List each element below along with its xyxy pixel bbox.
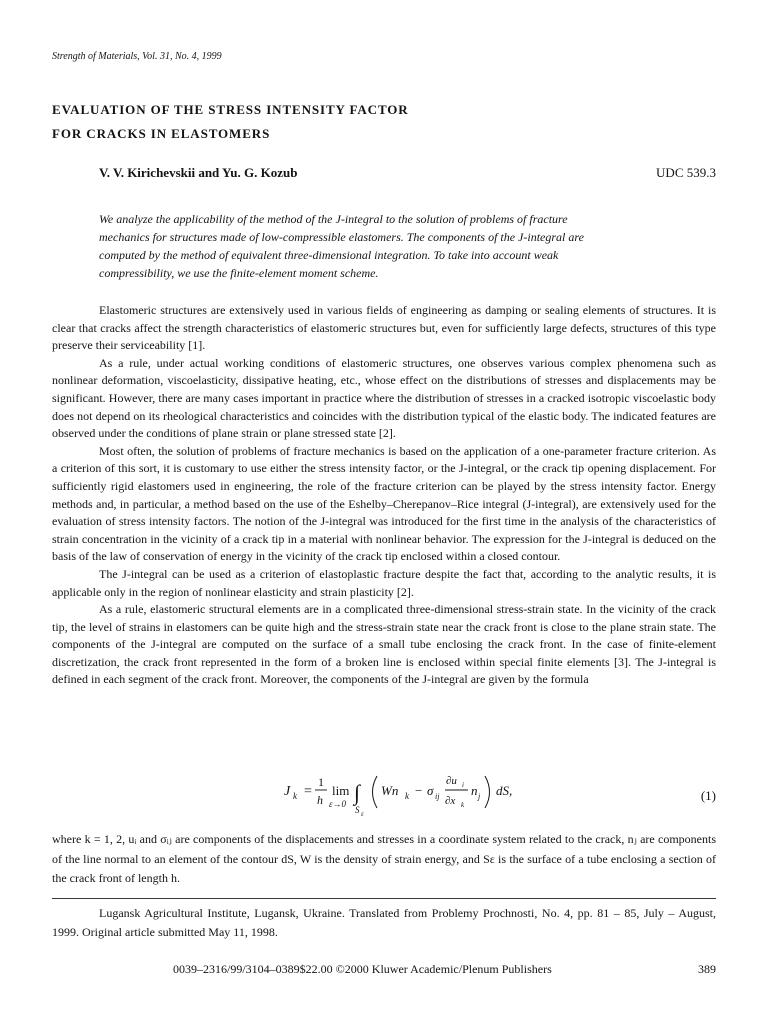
eq-integral: ∫: [354, 780, 361, 805]
abstract: [99, 210, 704, 282]
eq-lhs-sub: k: [293, 791, 297, 801]
eq-n-sub: j: [478, 792, 481, 801]
eq-term1: Wn: [381, 783, 399, 798]
journal-citation: Strength of Materials, Vol. 31, No. 4, 1999: [52, 51, 222, 62]
equation-explanation: where k = 1, 2, uᵢ and σᵢⱼ are components of the displacements and stresses in a coordinate system related to the crack, nⱼ are components of the line normal to an element of the contour dS, W is the density of strain energy, and Sε is the surface of a tube enclosing a section of the crack front of length h.: [52, 832, 716, 886]
eq-dnum-sub: i: [462, 781, 464, 789]
eq-frac-num: 1: [318, 775, 324, 789]
title-line-1: EVALUATION OF THE STRESS INTENSITY FACTOR: [52, 102, 409, 117]
footnote-divider: [52, 898, 716, 899]
equation-1: [52, 762, 716, 820]
abstract-line: computed by the method of equivalent three-dimensional integration. To take into account weak: [99, 248, 559, 262]
eq-int-sub: S: [355, 805, 360, 815]
eq-lim-sub: ε→0: [329, 799, 347, 809]
eq-dden-sub: k: [461, 801, 465, 809]
title-line-2: FOR CRACKS IN ELASTOMERS: [52, 126, 271, 141]
abstract-line: We analyze the applicability of the method of the J-integral to the solution of problems of fracture: [99, 212, 568, 226]
eq-lhs: J: [284, 784, 291, 799]
article-title: [52, 98, 692, 146]
abstract-line: compressibility, we use the finite-element moment scheme.: [99, 266, 379, 280]
paragraph: Most often, the solution of problems of fracture mechanics is based on the application of a one-parameter fracture criterion. As a criterion of this sort, it is customary to use either the stress intensity factor, or the J-integral, or the crack tip opening displacement. For sufficiently rigid elastomers used in engineering, the role of the fracture criterion can be played by the stress intensity factor. Energy methods and, in particular, a method based on the use of the Eshelby–Cherepanov–Rice integral (J-integral), are extensively used for the evaluation of stress intensity factors. The notion of the J-integral was introduced for the first time in the analysis of the characteristics of strain concentration in the vicinity of a crack tip in a material with nonlinear behavior. The expression for the J-integral is deduced on the basis of the law of conservation of energy in the vicinity of the crack tip enclosed within a closed contour.: [52, 443, 716, 564]
eq-minus: −: [415, 783, 423, 798]
eq-lim: lim: [332, 783, 350, 798]
eq-sigma: σ: [427, 783, 434, 798]
publisher-identifier: 0039–2316/99/3104–0389$22.00 ©2000 Kluwer Academic/Plenum Publishers: [173, 962, 552, 976]
body-text: [52, 302, 716, 689]
eq-n: n: [471, 783, 478, 798]
eq-frac-den: h: [317, 793, 323, 807]
authors: V. V. Kirichevskii and Yu. G. Kozub: [99, 165, 298, 180]
equation-number: (1): [700, 788, 716, 803]
paragraph: As a rule, elastomeric structural elements are in a complicated three-dimensional stress-strain state. In the vicinity of the crack tip, the level of strains in elastomers can be quite high and the stress-strain state near the crack front is close to the plane strain state. The components of the J-integral are computed on the surface of a small tube enclosing the crack front. In the case of finite-element discretization, the crack front represented in the form of a broken line is enclosed within special finite elements [3]. The J-integral is defined in each segment of the crack front. Moreover, the components of the J-integral are given by the formula: [52, 602, 716, 687]
eq-left-paren: [373, 776, 378, 808]
eq-ds: dS,: [496, 783, 513, 798]
page-number: 389: [698, 962, 716, 976]
eq-sigma-sub: ij: [435, 792, 440, 801]
eq-dnum: ∂u: [446, 775, 457, 787]
affiliation-footnote: Lugansk Agricultural Institute, Lugansk, Ukraine. Translated from Problemy Prochnosti, No. 4, pp. 81 – 85, July – August, 1999. Original article submitted May 11, 1998.: [52, 906, 716, 939]
eq-equals: =: [304, 784, 312, 799]
eq-term1-sub: k: [405, 791, 409, 801]
eq-right-paren: [485, 776, 490, 808]
equation-formula: [282, 762, 582, 820]
eq-int-subsub: ε: [361, 810, 364, 818]
abstract-line: mechanics for structures made of low-compressible elastomers. The components of the J-integral are: [99, 230, 584, 244]
paragraph: Elastomeric structures are extensively used in various fields of engineering as damping or sealing elements of structures. It is clear that cracks affect the strength characteristics of elastomeric structures but, even for sufficiently large defects, structures of this type preserve their serviceability [1].: [52, 303, 716, 353]
paragraph: As a rule, under actual working conditions of elastomeric structures, one observes various complex phenomena such as nonlinear deformation, viscoelasticity, dissipative heating, etc., whose effect on the distributions of stresses and displacements may be significant. However, there are many cases important in practice where the distribution of stresses in a cracked isotropic viscoelastic body does not depend on its rheological characteristics and coincides with the distribution typical of the elastic body. The indicated features are observed under the conditions of plane strain or plane stressed state [2].: [52, 355, 716, 441]
paragraph: The J-integral can be used as a criterion of elastoplastic fracture despite the fact that, according to the analytic results, it is applicable only in the region of nonlinear elasticity and strain plasticity [2].: [52, 566, 716, 599]
eq-dden: ∂x: [445, 795, 456, 807]
udc-code: UDC 539.3: [656, 165, 716, 180]
